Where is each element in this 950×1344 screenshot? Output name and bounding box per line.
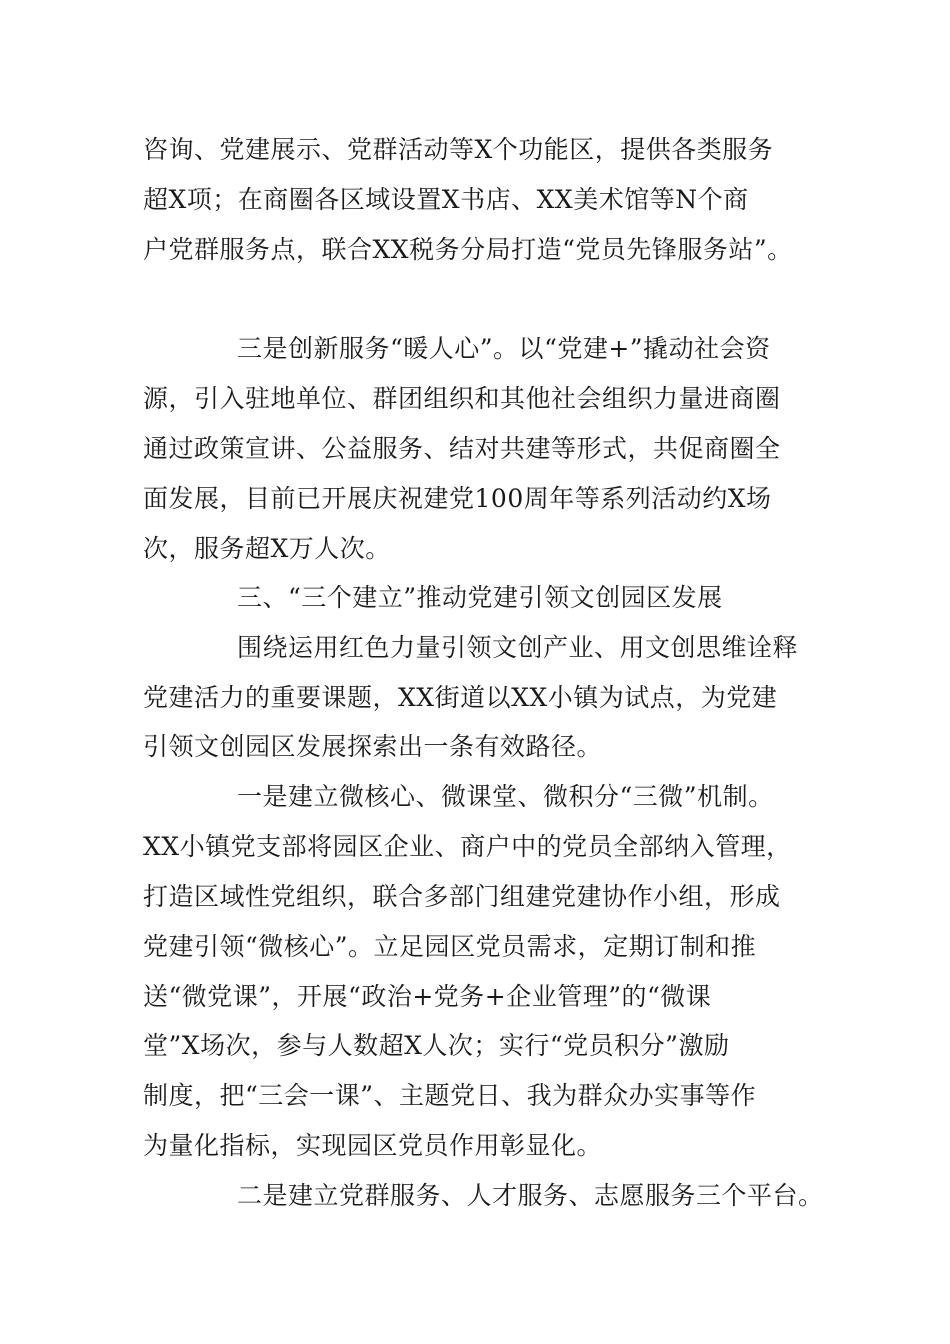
paragraph-line: 党建活力的重要课题，XX街道以XX小镇为试点，为党建: [143, 683, 778, 712]
paragraph-line: XX小镇党支部将园区企业、商户中的党员全部纳入管理，: [143, 832, 792, 861]
paragraph-line: 送“微党课”，开展“政治+党务+企业管理”的“微课: [143, 982, 712, 1011]
paragraph-line: 次，服务超X万人次。: [143, 534, 391, 563]
paragraph-line: 制度，把“三会一课”、主题党日、我为群众办实事等作: [143, 1081, 757, 1110]
paragraph-line: 打造区域性党组织，联合多部门组建党建协作小组，形成: [143, 882, 781, 911]
paragraph-line: 面发展，目前已开展庆祝建党100周年等系列活动约X场: [143, 484, 772, 513]
paragraph-line: 围绕运用红色力量引领文创产业、用文创思维诠释: [237, 633, 799, 662]
paragraph-line: 二是建立党群服务、人才服务、志愿服务三个平台。: [237, 1181, 824, 1210]
paragraph-line: 户党群服务点，联合XX税务分局打造“党员先锋服务站”。: [143, 235, 793, 264]
paragraph-line: 咨询、党建展示、党群活动等X个功能区，提供各类服务: [143, 135, 774, 164]
paragraph-line: 引领文创园区发展探索出一条有效路径。: [143, 732, 603, 761]
paragraph-line: 一是建立微核心、微课堂、微积分“三微”机制。: [237, 782, 774, 811]
paragraph-line: 三是创新服务“暖人心”。以“党建+”撬动社会资: [237, 334, 771, 363]
paragraph-line: 为量化指标，实现园区党员作用彰显化。: [143, 1131, 603, 1160]
paragraph-line: 党建引领“微核心”。立足园区党员需求，定期订制和推: [143, 932, 757, 961]
paragraph-line: 堂”X场次，参与人数超X人次；实行“党员积分”激励: [143, 1031, 730, 1060]
paragraph-line: 超X项；在商圈各区域设置X书店、XX美术馆等N个商: [143, 185, 749, 214]
paragraph-line: 通过政策宣讲、公益服务、结对共建等形式，共促商圈全: [143, 434, 781, 463]
section-heading: 三、“三个建立”推动党建引领文创园区发展: [237, 583, 723, 612]
paragraph-line: 源，引入驻地单位、群团组织和其他社会组织力量进商圈: [143, 384, 781, 413]
